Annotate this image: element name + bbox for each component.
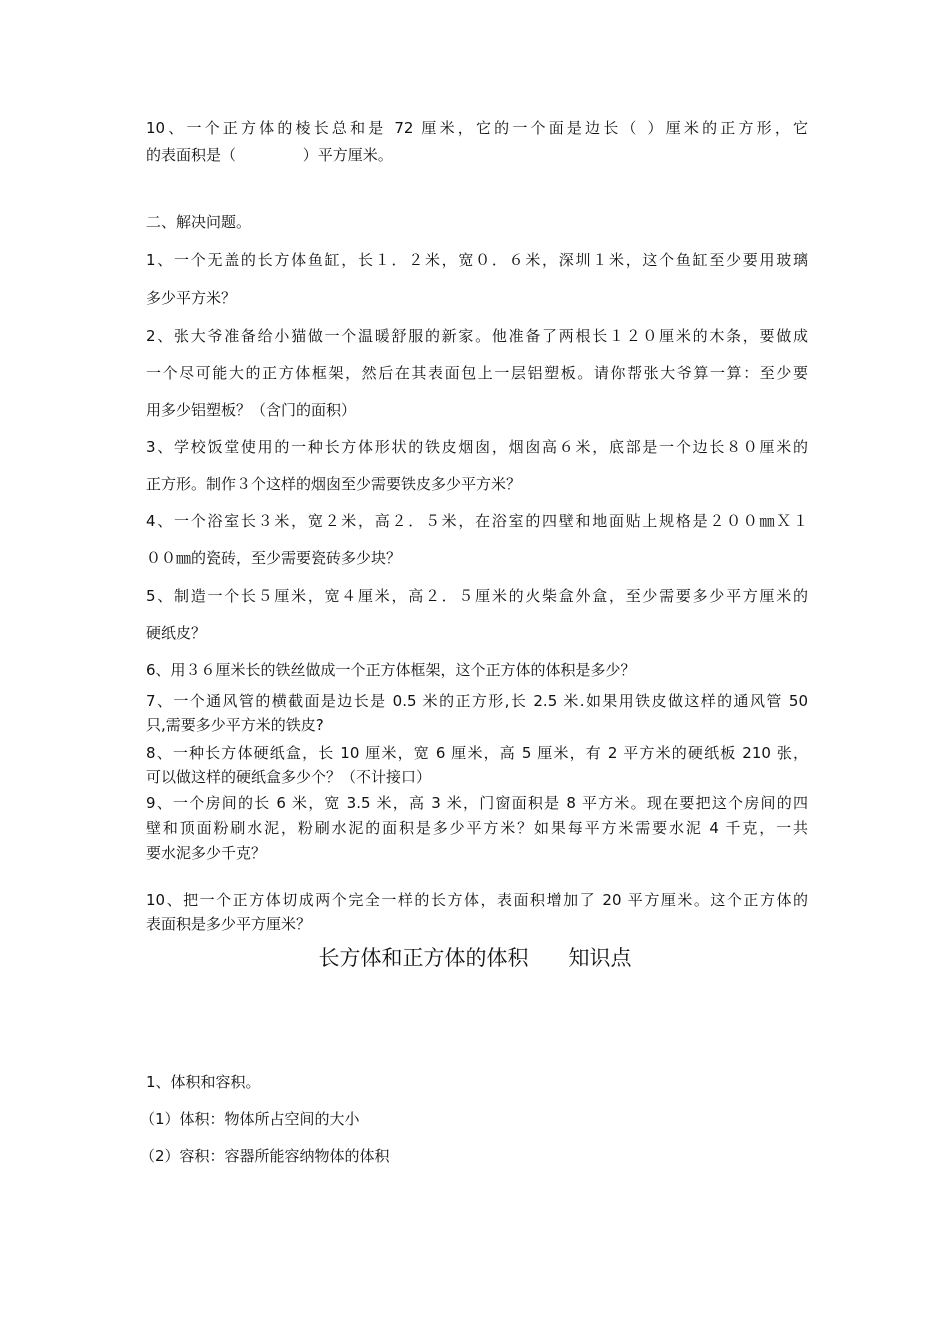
fill-question-10-line2: 的表面积是（ ）平方厘米。: [146, 146, 393, 164]
problem-2-line1: 2、张大爷准备给小猫做一个温暖舒服的新家。他准备了两根长１２０厘米的木条，要做成: [146, 327, 808, 345]
problem-5-line2: 硬纸皮？: [146, 624, 207, 642]
problem-6-line1: 6、用３６厘米长的铁丝做成一个正方体框架，这个正方体的体积是多少？: [146, 661, 636, 679]
problem-7-line1: 7、一个通风管的横截面是边长是 0.5 米的正方形,长 2.5 米.如果用铁皮做这样的通风管 50: [146, 692, 808, 710]
problem-1-line2: 多少平方米？: [146, 289, 237, 307]
problem-3-line2: 正方形。制作３个这样的烟囱至少需要铁皮多少平方米？: [146, 475, 522, 493]
problem-3-line1: 3、学校饭堂使用的一种长方体形状的铁皮烟囱，烟囱高６米，底部是一个边长８０厘米的: [146, 438, 808, 456]
problem-8-line2: 可以做这样的硬纸盒多少个？（不计接口）: [146, 768, 432, 786]
problem-9-line3: 要水泥多少千克？: [146, 844, 267, 862]
problem-2-line3: 用多少铝塑板？（含门的面积）: [146, 401, 357, 419]
problem-7-line2: 只,需要多少平方米的铁皮?: [146, 716, 324, 734]
problem-1-line1: 1、一个无盖的长方体鱼缸，长１．２米，宽０．６米，深圳１米，这个鱼缸至少要用玻璃: [146, 251, 808, 269]
problem-10-line2: 表面积是多少平方厘米？: [146, 915, 312, 933]
knowledge-item-1b: （2）容积：容器所能容纳物体的体积: [140, 1147, 390, 1165]
problem-4-line2: ００㎜的瓷砖，至少需要瓷砖多少块？: [146, 549, 402, 567]
knowledge-item-1a: （1）体积：物体所占空间的大小: [140, 1110, 360, 1128]
problem-10-line1: 10、把一个正方体切成两个完全一样的长方体，表面积增加了 20 平方厘米。这个正方体的: [146, 891, 808, 909]
fill-question-10-line1: 10、一个正方体的棱长总和是 72 厘米，它的一个面是边长（ ）厘米的正方形，它: [146, 119, 808, 137]
problem-2-line2: 一个尽可能大的正方体框架，然后在其表面包上一层铝塑板。请你帮张大爷算一算：至少要: [146, 364, 808, 382]
problem-4-line1: 4、一个浴室长３米，宽２米，高２．５米，在浴室的四壁和地面贴上规格是２００㎜Ｘ１: [146, 512, 808, 530]
section-heading: 二、解决问题。: [146, 213, 252, 231]
knowledge-title: 长方体和正方体的体积 知识点: [318, 946, 632, 970]
knowledge-item-1: 1、体积和容积。: [146, 1073, 261, 1091]
problem-8-line1: 8、一种长方体硬纸盒，长 10 厘米，宽 6 厘米，高 5 厘米，有 2 平方米的硬纸板 210 张，: [146, 744, 808, 762]
problem-9-line1: 9、一个房间的长 6 米，宽 3.5 米，高 3 米，门窗面积是 8 平方米。现在要把这个房间的四: [146, 794, 808, 812]
problem-5-line1: 5、制造一个长５厘米，宽４厘米，高２．５厘米的火柴盒外盒，至少需要多少平方厘米的: [146, 587, 808, 605]
problem-9-line2: 壁和顶面粉刷水泥，粉刷水泥的面积是多少平方米？如果每平方米需要水泥 4 千克，一共: [146, 819, 808, 837]
